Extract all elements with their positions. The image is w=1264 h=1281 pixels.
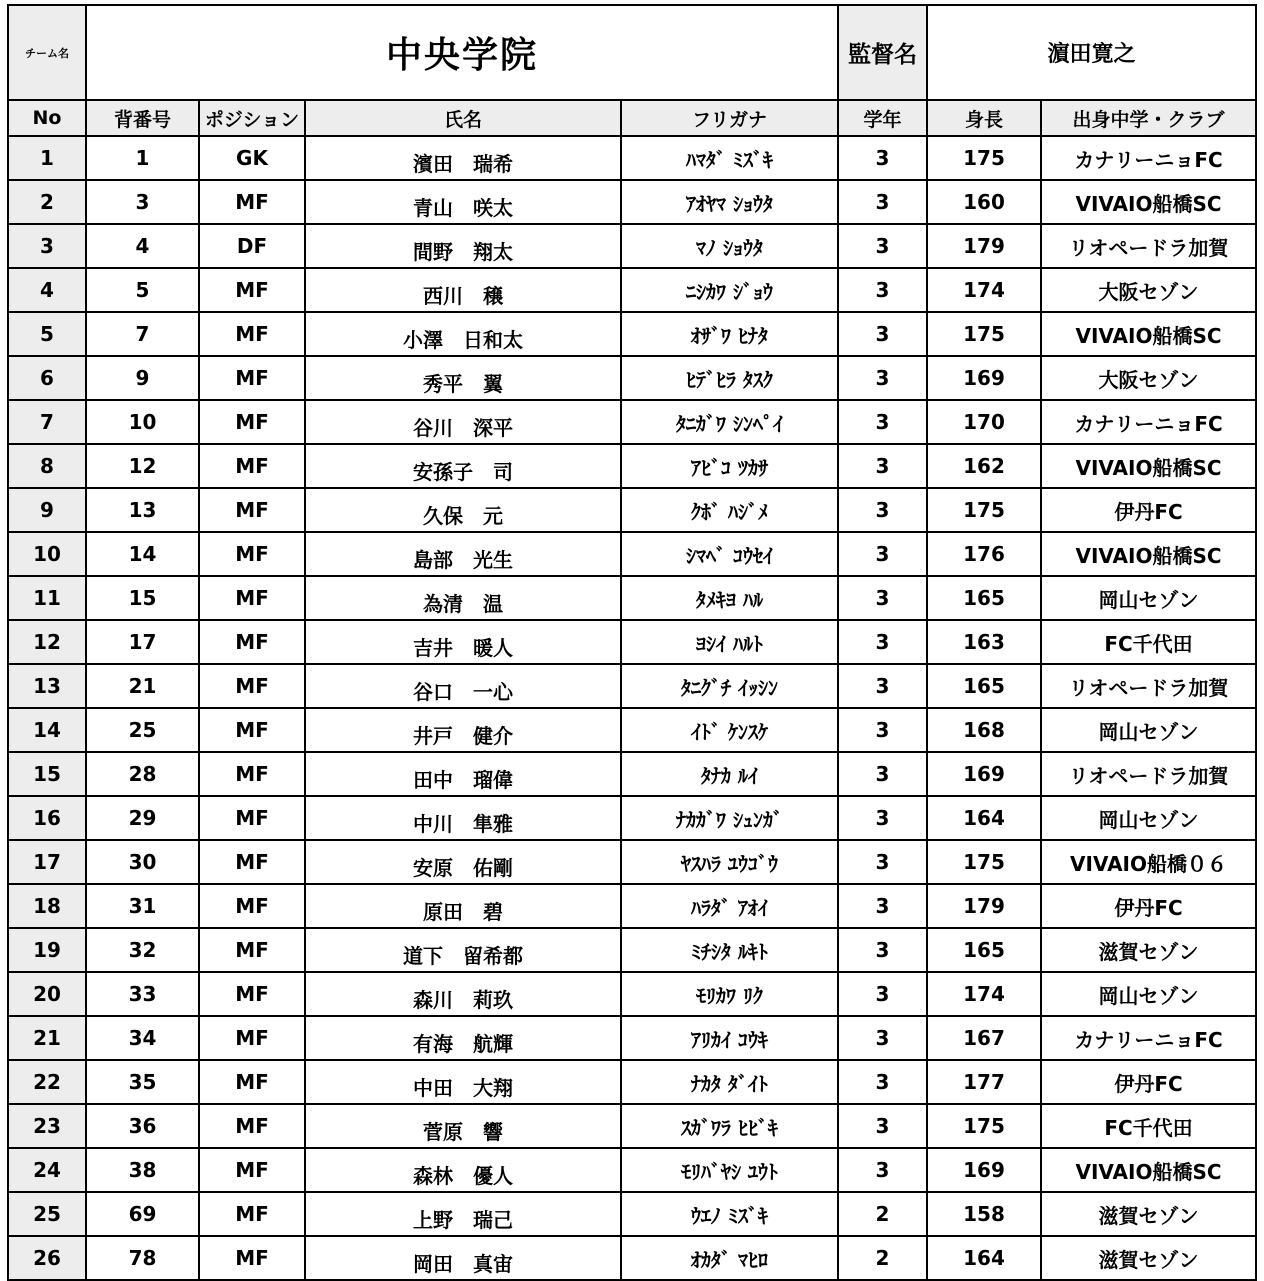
cell-no: 8 <box>8 444 86 488</box>
cell-height: 179 <box>927 224 1041 268</box>
cell-position: MF <box>199 840 305 884</box>
cell-grade: 3 <box>838 752 927 796</box>
cell-no: 17 <box>8 840 86 884</box>
cell-no: 26 <box>8 1236 86 1280</box>
cell-grade: 3 <box>838 620 927 664</box>
coach-label: 監督名 <box>838 5 927 100</box>
cell-number: 15 <box>86 576 199 620</box>
cell-name: 岡田 真宙 <box>305 1236 621 1280</box>
cell-number: 9 <box>86 356 199 400</box>
cell-name: 森林 優人 <box>305 1148 621 1192</box>
table-row <box>8 972 1256 1016</box>
roster-table <box>7 4 1257 1281</box>
cell-club: カナリーニョFC <box>1041 1016 1256 1060</box>
cell-height: 175 <box>927 840 1041 884</box>
cell-name: 間野 翔太 <box>305 224 621 268</box>
table-row <box>8 312 1256 356</box>
cell-no: 11 <box>8 576 86 620</box>
cell-number: 1 <box>86 136 199 180</box>
cell-number: 21 <box>86 664 199 708</box>
col-header-kana: フリガナ <box>621 100 838 136</box>
cell-club: リオペードラ加賀 <box>1041 224 1256 268</box>
cell-club: 滋賀セゾン <box>1041 1236 1256 1280</box>
cell-grade: 3 <box>838 576 927 620</box>
cell-club: リオペードラ加賀 <box>1041 664 1256 708</box>
cell-name: 小澤 日和太 <box>305 312 621 356</box>
cell-kana: ﾊﾗﾀﾞ ｱｵｲ <box>621 884 838 928</box>
cell-position: MF <box>199 796 305 840</box>
cell-kana: ｵｶﾀﾞ ﾏﾋﾛ <box>621 1236 838 1280</box>
cell-grade: 3 <box>838 972 927 1016</box>
table-row <box>8 576 1256 620</box>
cell-name: 安原 佑剛 <box>305 840 621 884</box>
team-name: 中央学院 <box>86 5 838 100</box>
cell-position: MF <box>199 400 305 444</box>
cell-number: 29 <box>86 796 199 840</box>
cell-position: MF <box>199 928 305 972</box>
roster-sheet <box>7 4 1255 1281</box>
cell-no: 24 <box>8 1148 86 1192</box>
table-row <box>8 928 1256 972</box>
cell-height: 176 <box>927 532 1041 576</box>
cell-grade: 3 <box>838 1060 927 1104</box>
cell-position: MF <box>199 312 305 356</box>
cell-name: 濱田 瑞希 <box>305 136 621 180</box>
team-label: チーム名 <box>8 5 86 100</box>
table-row <box>8 620 1256 664</box>
cell-grade: 3 <box>838 928 927 972</box>
cell-kana: ﾊﾏﾀﾞ ﾐｽﾞｷ <box>621 136 838 180</box>
cell-height: 169 <box>927 752 1041 796</box>
table-row <box>8 1236 1256 1280</box>
cell-grade: 3 <box>838 1148 927 1192</box>
cell-club: 岡山セゾン <box>1041 576 1256 620</box>
cell-name: 井戸 健介 <box>305 708 621 752</box>
cell-number: 3 <box>86 180 199 224</box>
cell-number: 78 <box>86 1236 199 1280</box>
cell-no: 19 <box>8 928 86 972</box>
table-row <box>8 488 1256 532</box>
table-row <box>8 224 1256 268</box>
cell-number: 10 <box>86 400 199 444</box>
table-row <box>8 796 1256 840</box>
cell-kana: ﾀﾆｸﾞﾁ ｲｯｼﾝ <box>621 664 838 708</box>
cell-position: MF <box>199 576 305 620</box>
cell-kana: ﾓﾘﾊﾞﾔｼ ﾕｳﾄ <box>621 1148 838 1192</box>
cell-name: 中田 大翔 <box>305 1060 621 1104</box>
table-row <box>8 136 1256 180</box>
col-header-grade: 学年 <box>838 100 927 136</box>
cell-no: 20 <box>8 972 86 1016</box>
col-header-club: 出身中学・クラブ <box>1041 100 1256 136</box>
cell-no: 21 <box>8 1016 86 1060</box>
cell-height: 164 <box>927 1236 1041 1280</box>
cell-no: 13 <box>8 664 86 708</box>
cell-grade: 3 <box>838 884 927 928</box>
col-header-number: 背番号 <box>86 100 199 136</box>
cell-no: 2 <box>8 180 86 224</box>
cell-number: 17 <box>86 620 199 664</box>
cell-number: 32 <box>86 928 199 972</box>
cell-grade: 3 <box>838 708 927 752</box>
cell-grade: 3 <box>838 796 927 840</box>
cell-position: MF <box>199 444 305 488</box>
cell-position: MF <box>199 708 305 752</box>
cell-grade: 2 <box>838 1236 927 1280</box>
cell-kana: ｽｶﾞﾜﾗ ﾋﾋﾞｷ <box>621 1104 838 1148</box>
table-row <box>8 180 1256 224</box>
cell-number: 31 <box>86 884 199 928</box>
cell-no: 25 <box>8 1192 86 1236</box>
cell-club: 岡山セゾン <box>1041 796 1256 840</box>
cell-height: 175 <box>927 136 1041 180</box>
cell-no: 12 <box>8 620 86 664</box>
cell-club: 伊丹FC <box>1041 1060 1256 1104</box>
cell-name: 谷川 深平 <box>305 400 621 444</box>
cell-name: 道下 留希都 <box>305 928 621 972</box>
cell-club: 岡山セゾン <box>1041 972 1256 1016</box>
cell-name: 吉井 暖人 <box>305 620 621 664</box>
table-row <box>8 840 1256 884</box>
cell-height: 169 <box>927 356 1041 400</box>
cell-position: MF <box>199 664 305 708</box>
cell-number: 30 <box>86 840 199 884</box>
cell-club: 大阪セゾン <box>1041 268 1256 312</box>
cell-grade: 3 <box>838 180 927 224</box>
cell-grade: 3 <box>838 1104 927 1148</box>
cell-position: MF <box>199 532 305 576</box>
cell-height: 160 <box>927 180 1041 224</box>
cell-position: MF <box>199 180 305 224</box>
table-row <box>8 356 1256 400</box>
cell-height: 165 <box>927 928 1041 972</box>
cell-number: 13 <box>86 488 199 532</box>
table-row <box>8 884 1256 928</box>
cell-club: リオペードラ加賀 <box>1041 752 1256 796</box>
cell-no: 18 <box>8 884 86 928</box>
cell-name: 西川 穣 <box>305 268 621 312</box>
table-row <box>8 1148 1256 1192</box>
cell-position: MF <box>199 356 305 400</box>
cell-grade: 3 <box>838 400 927 444</box>
table-row <box>8 1016 1256 1060</box>
cell-name: 島部 光生 <box>305 532 621 576</box>
cell-kana: ｱﾘｶｲ ｺｳｷ <box>621 1016 838 1060</box>
col-header-position: ポジション <box>199 100 305 136</box>
cell-club: 大阪セゾン <box>1041 356 1256 400</box>
cell-name: 中川 隼雅 <box>305 796 621 840</box>
cell-no: 1 <box>8 136 86 180</box>
cell-no: 3 <box>8 224 86 268</box>
cell-kana: ﾅｶﾀ ﾀﾞｲﾄ <box>621 1060 838 1104</box>
cell-grade: 3 <box>838 268 927 312</box>
cell-position: MF <box>199 620 305 664</box>
cell-club: カナリーニョFC <box>1041 400 1256 444</box>
table-row <box>8 752 1256 796</box>
cell-height: 163 <box>927 620 1041 664</box>
cell-number: 12 <box>86 444 199 488</box>
cell-grade: 3 <box>838 312 927 356</box>
cell-kana: ｱｵﾔﾏ ｼｮｳﾀ <box>621 180 838 224</box>
cell-name: 谷口 一心 <box>305 664 621 708</box>
cell-no: 15 <box>8 752 86 796</box>
cell-name: 田中 瑠偉 <box>305 752 621 796</box>
table-row <box>8 708 1256 752</box>
cell-grade: 2 <box>838 1192 927 1236</box>
cell-position: MF <box>199 1060 305 1104</box>
cell-name: 為清 温 <box>305 576 621 620</box>
table-row <box>8 400 1256 444</box>
cell-club: 伊丹FC <box>1041 884 1256 928</box>
cell-number: 5 <box>86 268 199 312</box>
cell-height: 179 <box>927 884 1041 928</box>
cell-number: 35 <box>86 1060 199 1104</box>
cell-number: 36 <box>86 1104 199 1148</box>
cell-name: 久保 元 <box>305 488 621 532</box>
cell-name: 青山 咲太 <box>305 180 621 224</box>
cell-position: MF <box>199 268 305 312</box>
cell-position: DF <box>199 224 305 268</box>
cell-height: 158 <box>927 1192 1041 1236</box>
column-header-row <box>8 100 1256 136</box>
cell-grade: 3 <box>838 224 927 268</box>
table-row <box>8 664 1256 708</box>
cell-position: MF <box>199 1236 305 1280</box>
cell-height: 162 <box>927 444 1041 488</box>
cell-grade: 3 <box>838 532 927 576</box>
cell-height: 165 <box>927 576 1041 620</box>
cell-name: 安孫子 司 <box>305 444 621 488</box>
cell-grade: 3 <box>838 664 927 708</box>
cell-kana: ｸﾎﾞ ﾊｼﾞﾒ <box>621 488 838 532</box>
cell-no: 16 <box>8 796 86 840</box>
cell-kana: ﾋﾃﾞﾋﾗ ﾀｽｸ <box>621 356 838 400</box>
cell-grade: 3 <box>838 356 927 400</box>
cell-name: 有海 航輝 <box>305 1016 621 1060</box>
cell-no: 14 <box>8 708 86 752</box>
cell-height: 170 <box>927 400 1041 444</box>
col-header-name: 氏名 <box>305 100 621 136</box>
cell-position: MF <box>199 1104 305 1148</box>
cell-club: VIVAIO船橋SC <box>1041 312 1256 356</box>
cell-club: 岡山セゾン <box>1041 708 1256 752</box>
cell-height: 169 <box>927 1148 1041 1192</box>
cell-height: 175 <box>927 488 1041 532</box>
cell-grade: 3 <box>838 136 927 180</box>
cell-height: 167 <box>927 1016 1041 1060</box>
cell-club: カナリーニョFC <box>1041 136 1256 180</box>
cell-club: 滋賀セゾン <box>1041 1192 1256 1236</box>
cell-number: 25 <box>86 708 199 752</box>
cell-no: 7 <box>8 400 86 444</box>
cell-height: 177 <box>927 1060 1041 1104</box>
cell-height: 174 <box>927 268 1041 312</box>
table-row <box>8 268 1256 312</box>
cell-kana: ｱﾋﾞｺ ﾂｶｻ <box>621 444 838 488</box>
cell-kana: ﾏﾉ ｼｮｳﾀ <box>621 224 838 268</box>
team-header-row <box>8 5 1256 100</box>
cell-club: FC千代田 <box>1041 620 1256 664</box>
cell-club: VIVAIO船橋SC <box>1041 1148 1256 1192</box>
cell-kana: ﾀﾅｶ ﾙｲ <box>621 752 838 796</box>
cell-kana: ﾆｼｶﾜ ｼﾞｮｳ <box>621 268 838 312</box>
cell-no: 23 <box>8 1104 86 1148</box>
cell-position: MF <box>199 1016 305 1060</box>
cell-kana: ｳｴﾉ ﾐｽﾞｷ <box>621 1192 838 1236</box>
cell-grade: 3 <box>838 444 927 488</box>
cell-number: 28 <box>86 752 199 796</box>
cell-position: MF <box>199 1148 305 1192</box>
cell-no: 9 <box>8 488 86 532</box>
cell-position: MF <box>199 752 305 796</box>
cell-name: 森川 莉玖 <box>305 972 621 1016</box>
cell-name: 上野 瑞己 <box>305 1192 621 1236</box>
cell-no: 22 <box>8 1060 86 1104</box>
coach-name: 濵田寛之 <box>927 5 1256 100</box>
cell-height: 168 <box>927 708 1041 752</box>
cell-position: MF <box>199 1192 305 1236</box>
cell-club: 滋賀セゾン <box>1041 928 1256 972</box>
cell-height: 164 <box>927 796 1041 840</box>
cell-no: 6 <box>8 356 86 400</box>
cell-name: 原田 碧 <box>305 884 621 928</box>
cell-grade: 3 <box>838 488 927 532</box>
table-row <box>8 1104 1256 1148</box>
cell-kana: ﾀﾆｶﾞﾜ ｼﾝﾍﾟｲ <box>621 400 838 444</box>
cell-grade: 3 <box>838 840 927 884</box>
cell-no: 4 <box>8 268 86 312</box>
col-header-height: 身長 <box>927 100 1041 136</box>
cell-number: 33 <box>86 972 199 1016</box>
cell-kana: ｲﾄﾞ ｹﾝｽｹ <box>621 708 838 752</box>
cell-grade: 3 <box>838 1016 927 1060</box>
cell-no: 10 <box>8 532 86 576</box>
cell-height: 174 <box>927 972 1041 1016</box>
cell-kana: ｼﾏﾍﾞ ｺｳｾｲ <box>621 532 838 576</box>
cell-position: GK <box>199 136 305 180</box>
cell-club: 伊丹FC <box>1041 488 1256 532</box>
cell-club: VIVAIO船橋SC <box>1041 532 1256 576</box>
cell-number: 69 <box>86 1192 199 1236</box>
table-row <box>8 532 1256 576</box>
cell-kana: ﾀﾒｷﾖ ﾊﾙ <box>621 576 838 620</box>
cell-club: VIVAIO船橋０６ <box>1041 840 1256 884</box>
table-row <box>8 1192 1256 1236</box>
cell-club: VIVAIO船橋SC <box>1041 444 1256 488</box>
cell-position: MF <box>199 972 305 1016</box>
table-row <box>8 1060 1256 1104</box>
cell-number: 14 <box>86 532 199 576</box>
cell-club: FC千代田 <box>1041 1104 1256 1148</box>
cell-height: 175 <box>927 312 1041 356</box>
cell-position: MF <box>199 884 305 928</box>
cell-kana: ﾖｼｲ ﾊﾙﾄ <box>621 620 838 664</box>
cell-number: 4 <box>86 224 199 268</box>
cell-number: 38 <box>86 1148 199 1192</box>
cell-height: 175 <box>927 1104 1041 1148</box>
cell-kana: ﾔｽﾊﾗ ﾕｳｺﾞｳ <box>621 840 838 884</box>
cell-kana: ﾅｶｶﾞﾜ ｼｭﾝｶﾞ <box>621 796 838 840</box>
col-header-no: No <box>8 100 86 136</box>
cell-height: 165 <box>927 664 1041 708</box>
table-row <box>8 444 1256 488</box>
cell-no: 5 <box>8 312 86 356</box>
cell-number: 34 <box>86 1016 199 1060</box>
cell-number: 7 <box>86 312 199 356</box>
cell-name: 秀平 翼 <box>305 356 621 400</box>
cell-position: MF <box>199 488 305 532</box>
cell-kana: ﾓﾘｶﾜ ﾘｸ <box>621 972 838 1016</box>
cell-name: 菅原 響 <box>305 1104 621 1148</box>
cell-club: VIVAIO船橋SC <box>1041 180 1256 224</box>
cell-kana: ｵｻﾞﾜ ﾋﾅﾀ <box>621 312 838 356</box>
cell-kana: ﾐﾁｼﾀ ﾙｷﾄ <box>621 928 838 972</box>
